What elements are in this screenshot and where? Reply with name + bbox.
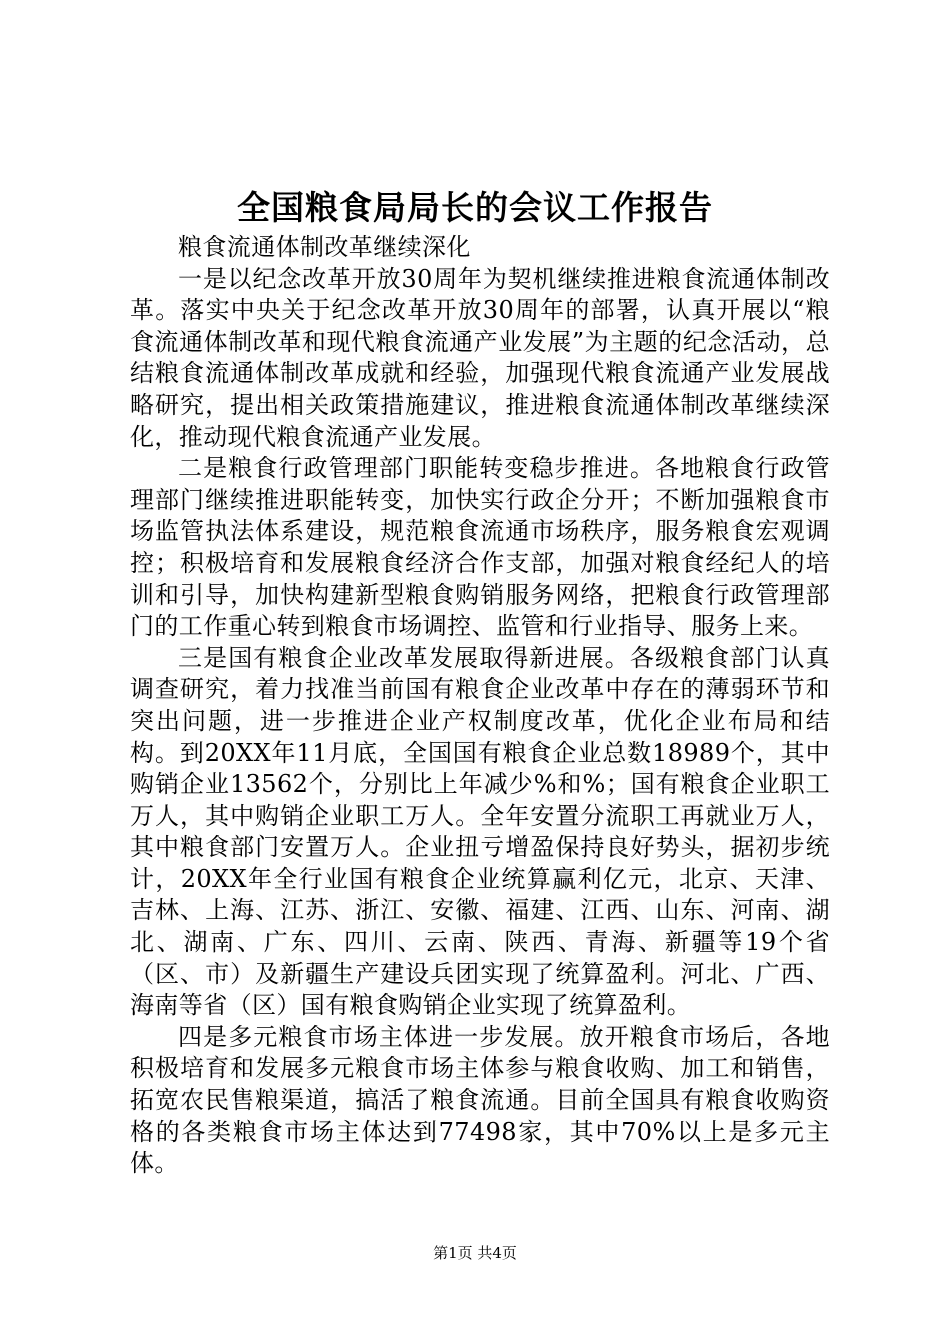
- paragraph-2: 二是粮食行政管理部门职能转变稳步推进。各地粮食行政管理部门继续推进职能转变，加快实行政企分开；不断加强粮食市场监管执法体系建设，规范粮食流通市场秩序，服务粮食宏观调控；积极培育和发展粮食经济合作支部，加强对粮食经纪人的培训和引导，加快构建新型粮食购销服务网络，把粮食行政管理部门的工作重心转到粮食市场调控、监管和行业指导、服务上来。: [130, 454, 830, 641]
- paragraph-4: 四是多元粮食市场主体进一步发展。放开粮食市场后，各地积极培育和发展多元粮食市场主体参与粮食收购、加工和销售，拓宽农民售粮渠道，搞活了粮食流通。目前全国具有粮食收购资格的各类粮食市场主体达到77498家，其中70%以上是多元主体。: [130, 1022, 830, 1178]
- document-title: 全国粮食局局长的会议工作报告: [237, 188, 713, 227]
- paragraph-3: 三是国有粮食企业改革发展取得新进展。各级粮食部门认真调查研究，着力找准当前国有粮食企业改革中存在的薄弱环节和突出问题，进一步推进企业产权制度改革，优化企业布局和结构。到20XX年11月底，全国国有粮食企业总数18989个，其中购销企业13562个，分别比上年减少%和%；国有粮食企业职工万人，其中购销企业职工万人。全年安置分流职工再就业万人，其中粮食部门安置万人。企业扭亏增盈保持良好势头，据初步统计，20XX年全行业国有粮食企业统算赢利亿元，北京、天津、吉林、上海、江苏、浙江、安徽、福建、江西、山东、河南、湖北、湖南、广东、四川、云南、陕西、青海、新疆等19个省（区、市）及新疆生产建设兵团实现了统算盈利。河北、广西、海南等省（区）国有粮食购销企业实现了统算盈利。: [130, 643, 830, 1020]
- document-body: [130, 232, 830, 1180]
- paragraph-1: 一是以纪念改革开放30周年为契机继续推进粮食流通体制改革。落实中央关于纪念改革开放30周年的部署，认真开展以“粮食流通体制改革和现代粮食流通产业发展”为主题的纪念活动，总结粮食流通体制改革成就和经验，加强现代粮食流通产业发展战略研究，提出相关政策措施建议，推进粮食流通体制改革继续深化，推动现代粮食流通产业发展。: [130, 264, 830, 451]
- section-heading: 粮食流通体制改革继续深化: [178, 233, 471, 261]
- page-footer: 第1页 共4页: [433, 1244, 517, 1262]
